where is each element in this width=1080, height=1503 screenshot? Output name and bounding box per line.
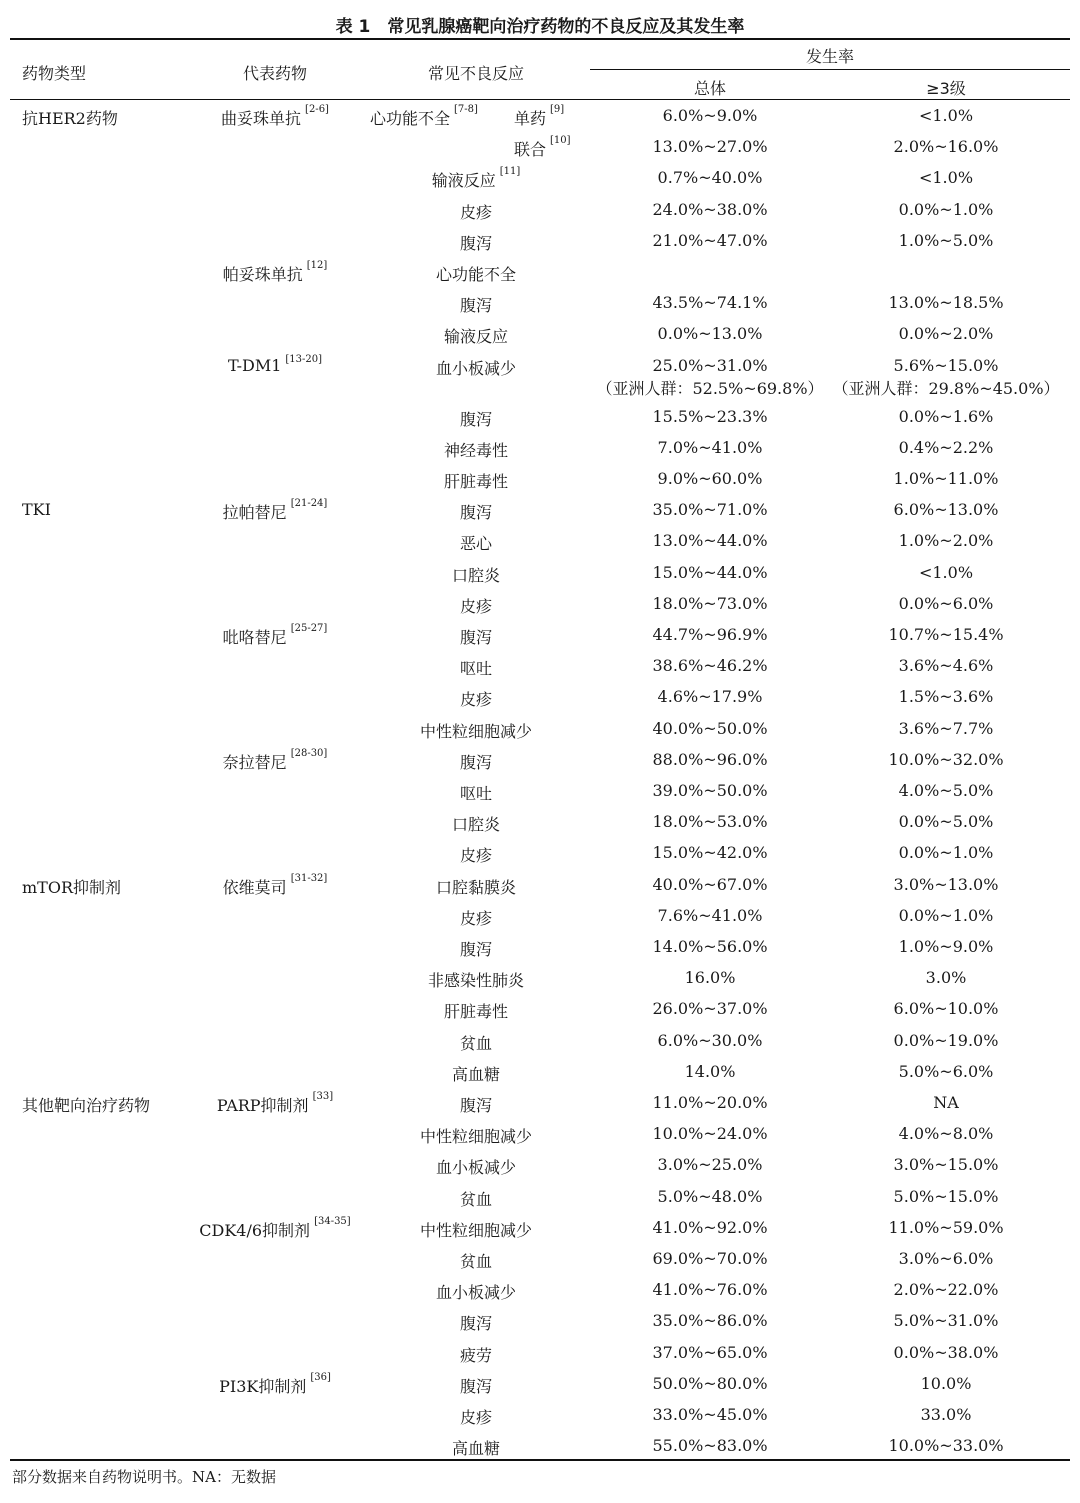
reference-superscript: [25-27]: [290, 623, 328, 634]
reference-superscript: [21-24]: [290, 498, 328, 510]
table-row: [0, 1339, 1080, 1370]
table-row: [0, 1058, 1080, 1089]
cell-overall: 15.5%~23.3%: [652, 406, 768, 426]
table-row: [0, 227, 1080, 258]
cell-category: 抗HER2药物: [22, 109, 118, 128]
cell-adverse-event: 腹泻: [459, 1096, 492, 1115]
cell-grade3: 3.0%~15.0%: [893, 1155, 999, 1175]
cell-overall: 18.0%~73.0%: [652, 593, 768, 613]
table-row: [0, 964, 1080, 995]
table-row: [0, 289, 1080, 320]
cell-grade3: 1.0%~5.0%: [898, 230, 994, 250]
cell-adverse-event: 皮疹: [459, 596, 492, 616]
cell-adverse-event: 高血糖: [451, 1064, 500, 1084]
cell-overall: 26.0%~37.0%: [652, 999, 768, 1019]
cell-grade3: 0.4%~2.2%: [898, 437, 994, 457]
cell-adverse-event: 口腔炎: [451, 815, 500, 835]
cell-grade3: 0.0%~1.0%: [898, 199, 994, 219]
table-row: [0, 1027, 1080, 1058]
cell-grade3: 1.0%~11.0%: [893, 469, 999, 488]
cell-grade3: 0.0%~19.0%: [893, 1030, 999, 1050]
header-grade3: ≥3级: [926, 79, 966, 98]
cell-grade3: 4.0%~5.0%: [898, 781, 994, 800]
table-row: [0, 559, 1080, 590]
cell-overall: 40.0%~50.0%: [652, 718, 768, 738]
table-row: [0, 164, 1080, 195]
table-row: [0, 621, 1080, 652]
cell-adverse-event: 血小板减少: [435, 1158, 516, 1178]
table-row: [0, 403, 1080, 434]
cell-adverse-event: 皮疹: [459, 690, 492, 710]
cell-adverse-event: 神经毒性: [443, 440, 508, 460]
cell-grade3: 3.0%: [925, 968, 967, 988]
cell-grade3: 5.0%~6.0%: [898, 1061, 994, 1081]
table-title: 表 1 常见乳腺癌靶向治疗药物的不良反应及其发生率: [335, 17, 745, 37]
cell-grade3: 5.6%~15.0%: [893, 355, 999, 375]
cell-adverse-event: 腹泻: [459, 1314, 492, 1334]
reference-superscript: [2-6]: [305, 104, 329, 115]
cell-adverse-event: 恶心: [459, 534, 492, 554]
cell-drug: PARP抑制剂 [33]: [216, 1091, 334, 1115]
cell-grade3: 6.0%~10.0%: [893, 999, 999, 1019]
header-incidence: 发生率: [805, 47, 854, 66]
cell-adverse-event: 中性粒细胞减少: [419, 721, 532, 741]
table-row: [0, 1245, 1080, 1276]
table-row: [0, 652, 1080, 683]
cell-overall: 50.0%~80.0%: [652, 1373, 768, 1393]
cell-drug: 奈拉替尼 [28-30]: [222, 747, 328, 772]
cell-overall: 11.0%~20.0%: [652, 1093, 768, 1112]
table-row: [0, 434, 1080, 465]
reference-superscript: [12]: [306, 260, 328, 271]
table-row: [0, 1089, 1080, 1120]
bottom-rule: [10, 1459, 1070, 1461]
cell-adverse-event: 腹泻: [459, 409, 492, 429]
cell-adverse-event: 心功能不全: [435, 265, 516, 284]
cell-overall: 6.0%~9.0%: [662, 106, 758, 125]
reference-superscript: [9]: [550, 104, 565, 115]
cell-overall: 35.0%~71.0%: [652, 500, 768, 520]
table-row: [0, 1307, 1080, 1338]
cell-overall: 40.0%~67.0%: [652, 874, 768, 894]
cell-grade3: 13.0%~18.5%: [888, 293, 1004, 313]
reference-superscript: [28-30]: [290, 747, 328, 759]
reference-superscript: [13-20]: [285, 353, 323, 365]
reference-superscript: [31-32]: [290, 872, 328, 884]
incidence-subrule: [590, 69, 1070, 70]
cell-drug: CDK4/6抑制剂 [34-35]: [199, 1215, 351, 1240]
cell-adverse-event: 腹泻: [459, 296, 492, 316]
table-row: [0, 1120, 1080, 1151]
cell-grade3: 0.0%~6.0%: [898, 593, 994, 613]
cell-grade3: 2.0%~22.0%: [893, 1280, 999, 1300]
cell-drug: 曲妥珠单抗 [2-6]: [221, 104, 329, 128]
cell-grade3: 1.0%~2.0%: [898, 531, 994, 551]
cell-overall: 21.0%~47.0%: [652, 230, 768, 250]
cell-grade3: 5.0%~15.0%: [893, 1186, 999, 1206]
cell-grade3: 10.0%~33.0%: [888, 1436, 1004, 1456]
header-category: 药物类型: [22, 64, 87, 83]
top-rule: [10, 38, 1070, 40]
cell-adverse-event: 皮疹: [459, 908, 492, 928]
table-row: [0, 871, 1080, 902]
cell-adverse-event: 高血糖: [451, 1439, 500, 1459]
cell-adverse-event: 输液反应 [11]: [431, 166, 521, 191]
cell-adverse-event: 腹泻: [459, 503, 492, 523]
table-row: [0, 808, 1080, 839]
cell-grade3: 0.0%~5.0%: [898, 812, 994, 832]
cell-overall: 15.0%~42.0%: [652, 843, 768, 863]
table-row: [0, 1183, 1080, 1214]
cell-overall: 39.0%~50.0%: [652, 781, 768, 800]
header-rule: [10, 99, 1070, 100]
table-row: [0, 527, 1080, 558]
cell-grade3: 4.0%~8.0%: [898, 1124, 994, 1144]
cell-overall: 41.0%~76.0%: [652, 1280, 768, 1300]
cell-overall: 14.0%~56.0%: [652, 937, 768, 956]
cell-grade3: NA: [933, 1093, 959, 1112]
cell-adverse-event: 腹泻: [459, 752, 492, 772]
table-row: [0, 258, 1080, 289]
cell-grade3: 3.0%~6.0%: [898, 1249, 994, 1268]
cell-adverse-event: 肝脏毒性: [443, 472, 508, 491]
cell-adverse-event: 疲劳: [459, 1345, 492, 1365]
cell-drug: 帕妥珠单抗 [12]: [222, 260, 328, 284]
cell-grade3: 3.0%~13.0%: [893, 874, 999, 894]
cell-overall: 35.0%~86.0%: [652, 1311, 768, 1331]
cell-grade3: 0.0%~1.6%: [898, 406, 994, 426]
cell-adverse-event: 血小板减少: [435, 1283, 516, 1303]
cell-adverse-event: 口腔黏膜炎: [435, 877, 516, 897]
cell-overall: 9.0%~60.0%: [657, 469, 763, 488]
cell-category: TKI: [22, 500, 51, 520]
cell-grade3: 6.0%~13.0%: [893, 500, 999, 520]
cell-adverse-event: 腹泻: [459, 628, 492, 647]
cell-overall: 0.7%~40.0%: [657, 168, 763, 188]
cell-grade3: 0.0%~38.0%: [893, 1342, 999, 1362]
cell-adverse-event: 肝脏毒性: [443, 1002, 508, 1022]
cell-drug: PI3K抑制剂 [36]: [219, 1371, 331, 1396]
cell-drug: 拉帕替尼 [21-24]: [222, 498, 328, 523]
cell-grade3: 10.0%: [920, 1373, 972, 1393]
cell-overall: 0.0%~13.0%: [657, 324, 763, 344]
cell-overall: 3.0%~25.0%: [657, 1155, 763, 1175]
cell-overall: 13.0%~27.0%: [652, 137, 768, 157]
cell-adverse-event: 呕吐: [459, 659, 492, 679]
table-row: [0, 496, 1080, 527]
cell-adverse-event: 心功能不全 [7-8]: [370, 104, 478, 128]
cell-adverse-event: 贫血: [459, 1252, 492, 1271]
reference-superscript: [33]: [312, 1091, 334, 1102]
cell-overall: 7.0%~41.0%: [657, 437, 763, 457]
cell-overall: 43.5%~74.1%: [652, 293, 768, 313]
cell-adverse-event: 皮疹: [459, 1408, 492, 1427]
cell-grade3: <1.0%: [918, 106, 974, 125]
cell-adverse-event: 腹泻: [459, 940, 492, 959]
table-row: [0, 995, 1080, 1026]
table-row: [0, 1276, 1080, 1307]
cell-grade3: 10.7%~15.4%: [888, 625, 1004, 644]
table-row: [0, 902, 1080, 933]
cell-drug: T-DM1 [13-20]: [227, 353, 323, 375]
cell-overall: 37.0%~65.0%: [652, 1342, 768, 1362]
cell-grade3: 3.6%~7.7%: [898, 718, 994, 738]
table-row: [0, 133, 1080, 164]
cell-adverse-event: 中性粒细胞减少: [419, 1127, 532, 1147]
header-adverse-event: 常见不良反应: [427, 64, 524, 83]
cell-grade3: 2.0%~16.0%: [893, 137, 999, 157]
table-row: [0, 465, 1080, 496]
table-row: [0, 1401, 1080, 1432]
cell-overall: 4.6%~17.9%: [657, 687, 763, 707]
cell-adverse-event: 口腔炎: [451, 565, 500, 585]
cell-overall: 13.0%~44.0%: [652, 531, 768, 551]
cell-overall: 25.0%~31.0%: [652, 355, 768, 375]
cell-adverse-event: 输液反应: [443, 327, 508, 347]
table-row: [0, 352, 1080, 403]
cell-grade3: 33.0%: [920, 1405, 972, 1424]
cell-grade3: 10.0%~32.0%: [888, 749, 1004, 769]
cell-overall: 41.0%~92.0%: [652, 1217, 768, 1237]
reference-superscript: [11]: [499, 166, 521, 178]
cell-grade3: 11.0%~59.0%: [888, 1217, 1004, 1237]
cell-grade3-asian: （亚洲人群：29.8%~45.0%）: [832, 378, 1060, 398]
cell-adverse-event-subtype: 单药 [9]: [514, 104, 565, 128]
cell-grade3: 5.0%~31.0%: [893, 1311, 999, 1331]
cell-adverse-event: 中性粒细胞减少: [419, 1220, 532, 1240]
cell-grade3: 3.6%~4.6%: [898, 656, 994, 676]
reference-superscript: [7-8]: [454, 104, 478, 115]
cell-overall: 69.0%~70.0%: [652, 1249, 768, 1268]
table-row: [0, 1214, 1080, 1245]
cell-grade3: <1.0%: [918, 562, 974, 582]
reference-superscript: [34-35]: [314, 1215, 351, 1227]
table-row: [0, 715, 1080, 746]
cell-overall: 33.0%~45.0%: [652, 1405, 768, 1424]
cell-adverse-event: 贫血: [459, 1033, 492, 1053]
cell-overall: 88.0%~96.0%: [652, 749, 768, 769]
cell-grade3: 1.0%~9.0%: [898, 937, 994, 956]
cell-drug: 吡咯替尼 [25-27]: [222, 623, 328, 647]
table-row: [0, 1151, 1080, 1182]
table-row: [0, 777, 1080, 808]
table-row: [0, 839, 1080, 870]
table-row: [0, 102, 1080, 133]
cell-grade3: <1.0%: [918, 168, 974, 188]
cell-drug: 依维莫司 [31-32]: [222, 872, 328, 897]
cell-grade3: 1.5%~3.6%: [898, 687, 994, 707]
table-row: [0, 590, 1080, 621]
cell-overall: 18.0%~53.0%: [652, 812, 768, 832]
cell-overall: 6.0%~30.0%: [657, 1030, 763, 1050]
table-row: [0, 683, 1080, 714]
cell-overall: 10.0%~24.0%: [652, 1124, 768, 1144]
cell-overall: 16.0%: [684, 968, 736, 988]
cell-adverse-event: 贫血: [459, 1189, 492, 1209]
cell-adverse-event-subtype: 联合 [10]: [514, 135, 571, 160]
reference-superscript: [10]: [550, 135, 571, 147]
table-row: [0, 1370, 1080, 1401]
cell-adverse-event: 腹泻: [459, 1376, 492, 1396]
cell-adverse-event: 呕吐: [459, 784, 492, 803]
cell-overall: 5.0%~48.0%: [657, 1186, 763, 1206]
cell-overall: 7.6%~41.0%: [657, 905, 763, 925]
table-row: [0, 196, 1080, 227]
cell-overall: 55.0%~83.0%: [652, 1436, 768, 1456]
cell-adverse-event: 血小板减少: [435, 358, 516, 378]
cell-overall: 44.7%~96.9%: [652, 625, 768, 644]
table-row: [0, 933, 1080, 964]
cell-overall: 14.0%: [684, 1061, 736, 1081]
cell-category: 其他靶向治疗药物: [22, 1096, 151, 1115]
table-row: [0, 320, 1080, 351]
cell-adverse-event: 非感染性肺炎: [427, 971, 524, 991]
table-row: [0, 746, 1080, 777]
cell-overall: 15.0%~44.0%: [652, 562, 768, 582]
table-footnote: 部分数据来自药物说明书。NA：无数据: [12, 1468, 276, 1486]
cell-overall: 24.0%~38.0%: [652, 199, 768, 219]
cell-category: mTOR抑制剂: [22, 877, 122, 897]
cell-grade3: 0.0%~2.0%: [898, 324, 994, 344]
cell-adverse-event: 皮疹: [459, 202, 492, 222]
cell-adverse-event: 腹泻: [459, 233, 492, 253]
cell-overall: 38.6%~46.2%: [652, 656, 768, 676]
cell-overall-asian: （亚洲人群：52.5%~69.8%）: [596, 378, 824, 398]
cell-grade3: 0.0%~1.0%: [898, 843, 994, 863]
header-overall: 总体: [693, 79, 726, 98]
cell-adverse-event: 皮疹: [459, 846, 492, 866]
cell-grade3: 0.0%~1.0%: [898, 905, 994, 925]
reference-superscript: [36]: [310, 1371, 331, 1383]
header-drug: 代表药物: [242, 64, 307, 83]
